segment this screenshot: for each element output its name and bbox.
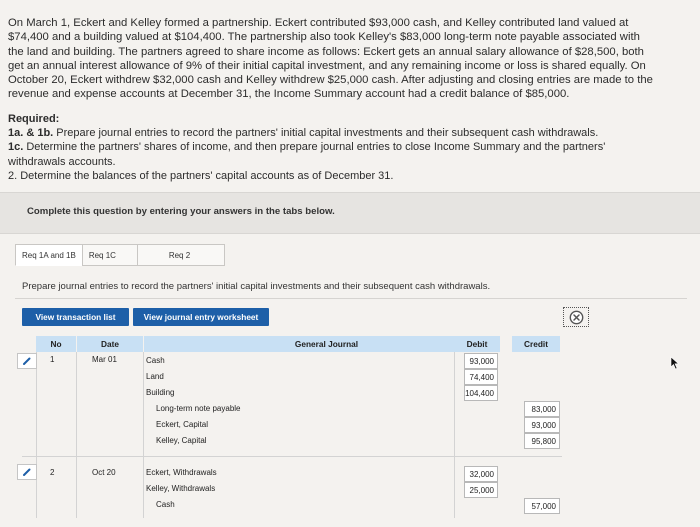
problem-line: get an annual interest allowance of 9% of their initial capital investment, and any remaining income or loss is shared equally. On xyxy=(8,59,646,72)
grid-line xyxy=(36,352,37,518)
account-name: Eckert, Capital xyxy=(156,420,209,429)
tab-req-1a-1b[interactable]: Req 1A and 1B xyxy=(15,244,82,266)
close-button[interactable] xyxy=(563,307,589,327)
problem-line: the land and building. The partners agreed to share income as follows: Eckert gets an annual salary allowance of $28,500, both xyxy=(8,45,644,58)
required-item-text: withdrawals accounts. xyxy=(8,155,116,168)
credit-amount[interactable]: 95,800 xyxy=(524,433,560,449)
credit-amount[interactable]: 93,000 xyxy=(524,417,560,433)
debit-amount[interactable]: 25,000 xyxy=(464,482,498,498)
problem-line: On March 1, Eckert and Kelley formed a partnership. Eckert contributed $93,000 cash, and Kelley contributed land valued at xyxy=(8,17,629,29)
tab-instruction: Prepare journal entries to record the partners' initial capital investments and their subsequent cash withdrawals. xyxy=(22,281,491,292)
account-name: Land xyxy=(146,372,164,381)
edit-entry-button[interactable] xyxy=(17,353,37,369)
account-name: Long-term note payable xyxy=(156,404,241,413)
header-credit: Credit xyxy=(512,336,560,352)
header-general-journal: General Journal xyxy=(144,336,454,352)
header-debit: Debit xyxy=(454,336,500,352)
mouse-cursor-icon xyxy=(670,356,680,370)
required-item-text: Prepare journal entries to record the partners' initial capital investments and their subsequent cash withdrawals. xyxy=(53,127,599,140)
divider xyxy=(15,298,687,299)
tab-req-1c[interactable]: Req 1C xyxy=(82,244,137,266)
header-date: Date xyxy=(77,336,143,352)
debit-amount[interactable]: 32,000 xyxy=(464,466,498,482)
close-icon xyxy=(569,310,584,325)
entry-date: Mar 01 xyxy=(92,355,117,364)
debit-amount[interactable]: 74,400 xyxy=(464,369,498,385)
problem-line: October 20, Eckert withdrew $32,000 cash and Kelley withdrew $25,000 cash. After adjusting and closing entries are made to the xyxy=(8,74,653,87)
account-name: Eckert, Withdrawals xyxy=(146,468,217,477)
account-name: Kelley, Capital xyxy=(156,436,207,445)
entry-number: 1 xyxy=(50,355,55,364)
grid-line xyxy=(454,352,455,518)
general-journal-table xyxy=(22,336,562,518)
required-item xyxy=(8,140,692,154)
account-name: Cash xyxy=(156,500,175,509)
grid-line xyxy=(143,352,144,518)
credit-amount[interactable]: 57,000 xyxy=(524,498,560,514)
panel-instruction: Complete this question by entering your answers in the tabs below. xyxy=(27,206,335,217)
required-heading: Required: xyxy=(8,113,60,125)
view-journal-entry-worksheet-button[interactable]: View journal entry worksheet xyxy=(133,308,269,326)
debit-amount[interactable]: 104,400 xyxy=(464,385,498,401)
entry-number: 2 xyxy=(50,468,55,477)
account-name: Building xyxy=(146,388,175,397)
problem-line: revenue and expense accounts at December 31, the Income Summary account had a credit balance of $85,000. xyxy=(8,88,570,101)
required-item-number: 1c. xyxy=(8,141,24,154)
required-item: 2. Determine the balances of the partners' capital accounts as of December 31. xyxy=(8,169,394,182)
problem-statement xyxy=(8,16,692,102)
required-item-text: Determine the partners' shares of income, and then prepare journal entries to close Income Summary and the partners' xyxy=(23,141,606,154)
grid-line xyxy=(76,352,77,518)
tab-req-2[interactable]: Req 2 xyxy=(137,244,225,266)
entry-date: Oct 20 xyxy=(92,468,116,477)
required-section xyxy=(8,112,692,183)
pencil-icon xyxy=(22,467,32,477)
header-no: No xyxy=(36,336,76,352)
view-transaction-list-button[interactable]: View transaction list xyxy=(22,308,129,326)
account-name: Cash xyxy=(146,356,165,365)
instruction-panel xyxy=(0,192,700,234)
pencil-icon xyxy=(22,356,32,366)
edit-entry-button[interactable] xyxy=(17,464,37,480)
debit-amount[interactable]: 93,000 xyxy=(464,353,498,369)
account-name: Kelley, Withdrawals xyxy=(146,484,216,493)
required-item xyxy=(8,126,692,140)
credit-amount[interactable]: 83,000 xyxy=(524,401,560,417)
problem-line: $74,400 and a building valued at $104,400. The partnership also took Kelley's $83,000 long-term note payable associated with xyxy=(8,31,640,44)
grid-line xyxy=(22,456,562,457)
required-item-number: 1a. & 1b. xyxy=(8,127,54,140)
tab-bar xyxy=(15,244,225,266)
